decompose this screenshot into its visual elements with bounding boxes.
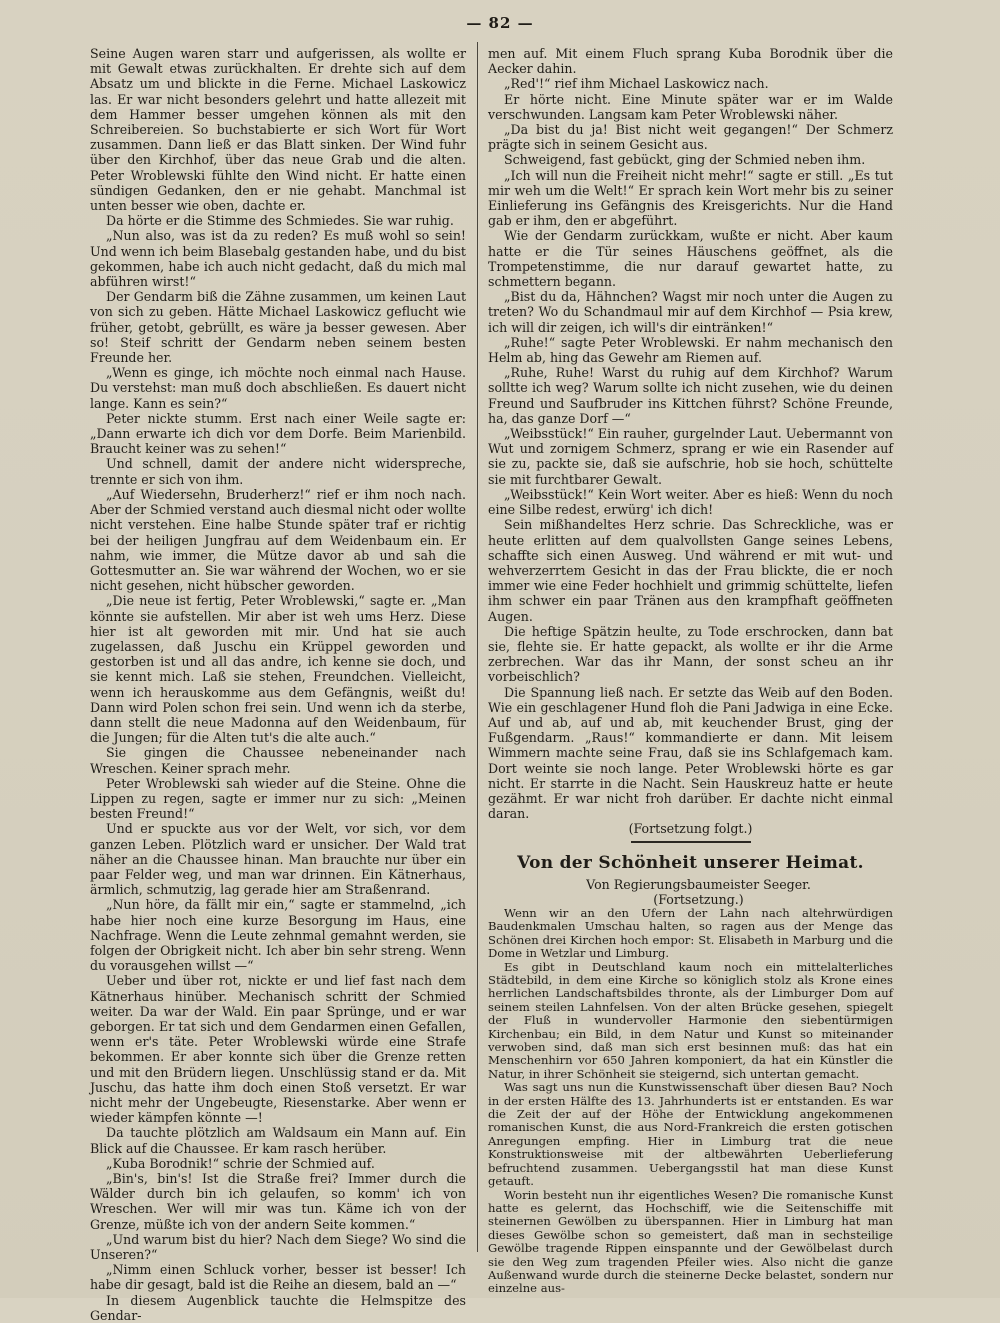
paragraph: „Bin's, bin's! Ist die Straße frei? Immer durch die Wälder durch bin ich gelaufen, so komm' ich von Wreschen. Wer will mir was tun. Käme ich von der Grenze, müßte ich von der andern Seite kommen.“: [90, 1171, 466, 1232]
article-body: [488, 907, 893, 1296]
paragraph: „Auf Wiedersehn, Bruderherz!“ rief er ihm noch nach. Aber der Schmied verstand auch diesmal nicht oder wollte nicht verstehen. Eine halbe Stunde später traf er richtig bei der heiligen Jungfrau auf dem Weidenbaum ein. Er nahm, wie immer, die Mütze davor ab und sah die Gottesmutter an. Sie war während der Wochen, wo er sie nicht gesehen, nicht hübscher geworden.: [90, 486, 466, 594]
paragraph: Was sagt uns nun die Kunstwissenschaft über diesen Bau? Noch in der ersten Hälfte des 13. Jahrhunderts ist er entstanden. Es war die Zeit der auf der Höhe der Entwicklung angekommenen romanischen Kunst, die aus Nord-Frankreich die ersten gotischen Anregungen empfing. Hier in Limburg trat die neue Konstruktionsweise mit der altbewährten Ueberlieferung befruchtend zusammen. Uebergangsstil hat man diese Kunst getauft.: [488, 1080, 893, 1189]
paragraph: Sein mißhandeltes Herz schrie. Das Schreckliche, was er heute erlitten auf dem qualvollsten Gange seines Lebens, schaffte sich einen Ausweg. Und während er mit wut- und wehverzerrtem Gesicht in das der Frau blickte, die er noch immer wie eine Feder hochhielt und grimmig schüttelte, liefen ihm schwer ein paar Tränen aus den krampfhaft geöffneten Augen.: [488, 517, 893, 624]
paragraph: Worin besteht nun ihr eigentliches Wesen? Die romanische Kunst hatte es gelernt, das Hochschiff, wie die Seitenschiffe mit steinernen Gewölben zu überspannen. Hier in Limburg hat man dieses Gewölbe schon so gemeistert, daß man in sechsteilige Gewölbe tragende Rippen einspannte und der Gewölbelast durch sie den Weg zum tragenden Pfeiler wies. Also nicht die ganze Außenwand wurde durch die steinerne Decke belastet, sondern nur einzelne aus-: [488, 1187, 893, 1296]
right-column: [488, 46, 893, 1296]
paragraph: Und er spuckte aus vor der Welt, vor sich, vor dem ganzen Leben. Plötzlich ward er unsicher. Der Wald trat näher an die Chaussee hinan. Man brauchte nur über ein paar Felder weg, und man war drinnen. Ein Kätnerhaus, ärmlich, schmutzig, lag gerade hier am Straßenrand.: [90, 821, 466, 898]
paragraph: Ueber und über rot, nickte er und lief fast nach dem Kätnerhaus hinüber. Mechanisch schritt der Schmied weiter. Da war der Wald. Ein paar Sprünge, und er war geborgen. Er tat sich und dem Gendarmen einen Gefallen, wenn er's täte. Peter Wroblewski würde eine Strafe bekommen. Er aber konnte sich über die Grenze retten und mit den Brüdern liegen. Unschlüssig stand er da. Mit Juschu, das hatte ihm doch einen Stoß versetzt. Er war nicht mehr der Ungebeugte, Riesenstarke. Aber wenn er wieder kämpfen könnte —!: [90, 973, 466, 1126]
paragraph: „Und warum bist du hier? Nach dem Siege? Wo sind die Unseren?“: [90, 1231, 466, 1263]
paragraph: „Nun also, was ist da zu reden? Es muß wohl so sein! Und wenn ich beim Blasebalg gestanden habe, und du bist gekommen, habe ich auch nicht gedacht, daß du mich mal abführen wirst!“: [90, 228, 466, 290]
paragraph: Wenn wir an den Ufern der Lahn nach altehrwürdigen Baudenkmalen Umschau halten, so ragen aus der Menge das Schönen drei Kirchen hoch empor: St. Elisabeth in Marburg und die Dome in Wetzlar und Limburg.: [488, 905, 893, 961]
paragraph: „Bist du da, Hähnchen? Wagst mir noch unter die Augen zu treten? Wo du Schandmaul mir auf dem Kirchhof — Psia krew, ich will dir zeigen, ich will's dir eintränken!“: [488, 289, 893, 335]
paragraph: In diesem Augenblick tauchte die Helmspitze des Gendar-: [90, 1292, 466, 1323]
paragraph: „Ruhe!“ sagte Peter Wroblewski. Er nahm mechanisch den Helm ab, hing das Gewehr am Riemen auf.: [488, 334, 893, 366]
paragraph: Es gibt in Deutschland kaum noch ein mittelalterliches Städtebild, in dem eine Kirche so königlich stolz als Krone eines herrlichen Landschaftsbildes thronte, als der Limburger Dom auf seinem steilen Lahnfelsen. Von der alten Brücke gesehen, spiegelt der Fluß in wundervoller Harmonie den siebentürmigen Kirchenbau; ein Bild, in dem Natur und Kunst so miteinander verwoben sind, daß man sich erst besinnen muß: das hat ein Menschenhirn vor 650 Jahren komponiert, da hat ein Künstler die Natur, in ihrer Schönheit sie steigernd, sich untertan gemacht.: [488, 959, 893, 1081]
paragraph: Und schnell, damit der andere nicht widerspreche, trennte er sich von ihm.: [90, 456, 466, 487]
left-column: [90, 46, 466, 1323]
paragraph: „Weibsstück!“ Kein Wort weiter. Aber es hieß: Wenn du noch eine Silbe redest, erwürg' ich dich!: [488, 486, 893, 518]
paragraph: „Weibsstück!“ Ein rauher, gurgelnder Laut. Uebermannt von Wut und zornigem Schmerz, sprang er wie ein Rasender auf sie zu, packte sie, daß sie aufschrie, hob sie hoch, schüttelte sie mit furchtbarer Gewalt.: [488, 426, 893, 487]
paragraph: Peter Wroblewski sah wieder auf die Steine. Ohne die Lippen zu regen, sagte er immer nur zu sich: „Meinen besten Freund!“: [90, 775, 466, 822]
article-title: Von der Schönheit unserer Heimat.: [517, 852, 864, 873]
paragraph: Peter nickte stumm. Erst nach einer Weile sagte er: „Dann erwarte ich dich vor dem Dorfe. Beim Marienbild. Braucht keiner was zu sehen!“: [90, 410, 466, 457]
paragraph: Da tauchte plötzlich am Waldsaum ein Mann auf. Ein Blick auf die Chaussee. Er kam rasch herüber.: [90, 1125, 466, 1156]
paragraph: „Kuba Borodnik!“ schrie der Schmied auf.: [106, 1155, 375, 1171]
column-divider: [477, 42, 478, 1252]
paragraph: Seine Augen waren starr und aufgerissen, als wollte er mit Gewalt etwas zurückhalten. Er drehte sich auf dem Absatz um und blickte in die Ferne. Michael Laskowicz las. Er war nicht besonders gelehrt und hatte allezeit mit dem Hammer besser umgehen können als mit den Schreibereien. So buchstabierte er sich Wort für Wort zusammen. Dann ließ er das Blatt sinken. Der Wind fuhr über den Kirchhof, über das neue Grab und die alten. Peter Wroblewski fühlte den Wind nicht. Er hatte einen sündigen Gedanken, den er nie gehabt. Manchmal ist unten besser wie oben, dachte er.: [90, 46, 466, 214]
paragraph: „Die neue ist fertig, Peter Wroblewski,“ sagte er. „Man könnte sie aufstellen. Mir aber ist weh ums Herz. Diese hier ist alt geworden mit mir. Und hat sie auch zugelassen, daß Juschu ein Krüppel geworden und gestorben ist und all das andre, ich kenne sie doch, und sie kennt mich. Laß sie stehen, Freundchen. Vielleicht, wenn ich herauskomme aus dem Gefängnis, weißt du! Dann wird Polen schon frei sein. Und wenn ich da sterbe, dann stellt die neue Madonna auf den Weidenbaum, für die Jungen; für die Alten tut's die alte auch.“: [90, 593, 466, 746]
paragraph: Da hörte er die Stimme des Schmiedes. Sie war ruhig.: [106, 213, 454, 229]
paragraph: Wie der Gendarm zurückkam, wußte er nicht. Aber kaum hatte er die Tür seines Häuschens geöffnet, als die Trompetenstimme, die nur darauf gewartet hatte, zu schmettern begann.: [488, 228, 893, 290]
paragraph: „Da bist du ja! Bist nicht weit gegangen!“ Der Schmerz prägte sich in seinem Gesicht aus.: [488, 122, 893, 153]
paragraph: Der Gendarm biß die Zähne zusammen, um keinen Laut von sich zu geben. Hätte Michael Laskowicz geflucht wie früher, getobt, gebrüllt, es wäre ja besser gewesen. Aber so! Steif schritt der Gendarm neben seinem besten Freunde her.: [90, 289, 466, 366]
paragraph: „Ich will nun die Freiheit nicht mehr!“ sagte er still. „Es tut mir weh um die Welt!“ Er sprach kein Wort mehr bis zu seiner Einlieferung ins Gefängnis des Kreisgerichts. Nur die Hand gab er ihm, den er abgeführt.: [488, 167, 893, 229]
paragraph: „Nimm einen Schluck vorher, besser ist besser! Ich habe dir gesagt, bald ist die Reihe an diesem, bald an —“: [90, 1262, 466, 1293]
continued-note: (Fortsetzung folgt.): [628, 821, 753, 837]
paragraph: Schweigend, fast gebückt, ging der Schmied neben ihm.: [504, 152, 866, 168]
paragraph: Sie gingen die Chaussee nebeneinander nach Wreschen. Keiner sprach mehr.: [90, 745, 466, 776]
paragraph: Er hörte nicht. Eine Minute später war er im Walde verschwunden. Langsam kam Peter Wroblewski näher.: [488, 91, 893, 122]
paragraph: men auf. Mit einem Fluch sprang Kuba Borodnik über die Aecker dahin.: [488, 46, 893, 77]
page-number: — 82 —: [466, 14, 534, 32]
section-rule: [631, 841, 751, 843]
article-continuation: (Fortsetzung.): [653, 891, 744, 907]
paragraph: „Wenn es ginge, ich möchte noch einmal nach Hause. Du verstehst: man muß doch abschließen. Es dauert nicht lange. Kann es sein?“: [90, 365, 466, 411]
paragraph: Die Spannung ließ nach. Er setzte das Weib auf den Boden. Wie ein geschlagener Hund floh die Pani Jadwiga in eine Ecke. Auf und ab, auf und ab, mit keuchender Brust, ging der Fußgendarm. „Raus!“ kommandierte er dann. Mit leisem Wimmern machte seine Frau, daß sie ins Schlafgemach kam. Dort weinte sie noch lange. Peter Wroblewski hörte es gar nicht. Er starrte in die Nacht. Sein Hauskreuz hatte er heute gezähmt. Er war nicht froh darüber. Er dachte nicht einmal daran.: [488, 684, 893, 822]
paragraph: „Ruhe, Ruhe! Warst du ruhig auf dem Kirchhof? Warum solltte ich weg? Warum sollte ich nicht zusehen, wie du deinen Freund und Saufbruder ins Kittchen führst? Schöne Freunde, ha, das ganze Dorf —“: [488, 365, 893, 426]
paragraph: „Nun höre, da fällt mir ein,“ sagte er stammelnd, „ich habe hier noch eine kurze Besorgung im Haus, eine Nachfrage. Wenn die Leute zehnmal gemahnt werden, sie folgen der Obrigkeit nicht. Ich aber bin sehr streng. Wenn du vorausgehen willst —“: [90, 897, 466, 974]
paragraph: „Red'!“ rief ihm Michael Laskowicz nach.: [504, 76, 769, 92]
article-byline: Von Regierungsbaumeister Seeger.: [586, 876, 811, 892]
paragraph: Die heftige Spätzin heulte, zu Tode erschrocken, dann bat sie, flehte sie. Er hatte gepackt, als wollte er ihr die Arme zerbrechen. War das ihr Mann, der sonst scheu an ihr vorbeischlich?: [488, 623, 893, 685]
